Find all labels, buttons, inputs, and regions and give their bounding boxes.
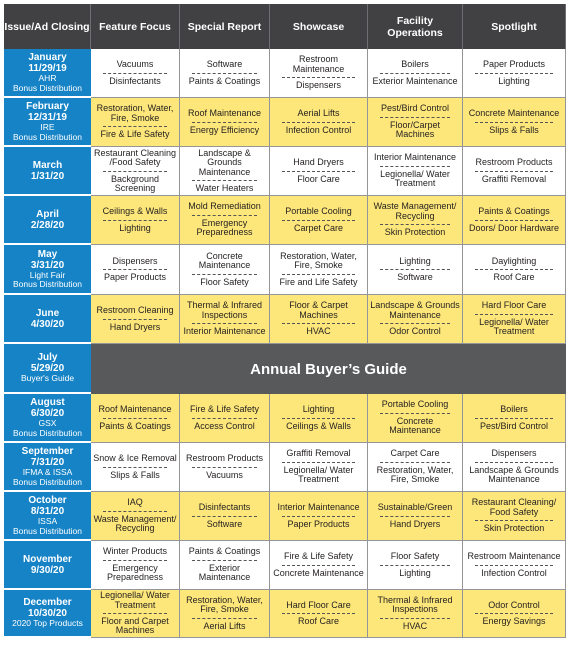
topic-cell	[91, 295, 180, 344]
month-note2: Bonus Distribution	[13, 131, 82, 142]
month-date: 3/31/20	[30, 259, 65, 271]
dashed-divider	[380, 618, 450, 619]
dashed-divider	[475, 565, 553, 566]
dashed-divider	[475, 220, 553, 221]
topic-label: Roof Care	[493, 272, 535, 282]
topic-label: Energy Efficiency	[189, 124, 260, 135]
dashed-divider	[192, 215, 257, 216]
topic-cell	[270, 49, 368, 98]
topic-cell	[368, 590, 463, 638]
dashed-divider	[282, 220, 355, 221]
month-date: 2/28/20	[30, 219, 65, 231]
annual-buyers-guide-banner: Annual Buyer’s Guide	[91, 344, 566, 394]
month-month: May	[37, 248, 58, 260]
topic-cell	[270, 98, 368, 147]
topic-label: Lighting	[119, 222, 151, 233]
topic-cell	[180, 245, 270, 295]
month-date: 11/29/19	[28, 63, 67, 75]
month-date: 8/31/20	[30, 506, 65, 518]
topic-label: Concrete Maintenance	[198, 250, 251, 271]
topic-label: Lighting	[399, 255, 431, 266]
dashed-divider	[192, 180, 257, 181]
month-date: 1/31/20	[30, 170, 65, 182]
topic-label: Waste Management/ Recycling	[93, 513, 177, 534]
topic-cell	[180, 541, 270, 590]
month-note1: 2020 Top Products	[12, 618, 83, 629]
topic-label: Graffiti Removal	[481, 173, 547, 184]
dashed-divider	[103, 613, 167, 614]
topic-cell	[463, 443, 566, 492]
topic-cell	[368, 245, 463, 295]
topic-label: Restroom Maintenance	[292, 54, 345, 74]
month-date: 4/30/20	[30, 318, 65, 330]
header-showcase: Showcase	[270, 4, 368, 49]
dashed-divider	[192, 516, 257, 517]
topic-label: Skin Protection	[483, 523, 545, 534]
header-issue-ad-closing: Issue/Ad Closing	[4, 4, 91, 49]
header-feature-focus: Feature Focus	[91, 4, 180, 49]
topic-label: Landscape & Grounds Maintenance	[370, 300, 460, 320]
topic-label: Background Screening	[110, 173, 160, 193]
topic-label: Sustainable/Green	[377, 502, 453, 513]
topic-cell	[180, 295, 270, 344]
month-cell	[4, 344, 91, 394]
month-month: December	[23, 597, 72, 609]
month-cell	[4, 443, 91, 492]
topic-cell	[180, 492, 270, 541]
dashed-divider	[103, 73, 167, 74]
topic-label: Restroom Maintenance	[467, 551, 561, 562]
month-cell	[4, 245, 91, 295]
dashed-divider	[192, 560, 257, 561]
dashed-divider	[103, 171, 167, 172]
month-cell	[4, 98, 91, 147]
topic-label: Roof Care	[297, 616, 340, 626]
topic-label: Lighting	[302, 404, 335, 415]
dashed-divider	[475, 418, 553, 419]
dashed-divider	[282, 418, 355, 419]
dashed-divider	[103, 467, 167, 468]
dashed-divider	[282, 274, 355, 275]
topic-label: Doors/ Door Hardware	[468, 222, 560, 233]
topic-label: Daylighting	[491, 255, 537, 266]
dashed-divider	[380, 224, 450, 225]
topic-label: Fire & Life Safety	[100, 129, 170, 140]
topic-label: Vacuums	[206, 469, 243, 480]
topic-label: Water Heaters	[195, 182, 254, 193]
topic-label: Lighting	[399, 567, 431, 578]
month-month: April	[36, 208, 59, 220]
header-facility-operations: Facility Operations	[368, 4, 463, 49]
topic-label: Dispensers	[491, 448, 537, 459]
dashed-divider	[282, 171, 355, 172]
topic-cell	[368, 541, 463, 590]
topic-label: Odor Control	[488, 599, 540, 610]
topic-label: Paper Products	[103, 272, 167, 282]
dashed-divider	[192, 73, 257, 74]
topic-label: Slips & Falls	[489, 124, 539, 135]
dashed-divider	[475, 171, 553, 172]
topic-label: Fire & Life Safety	[189, 404, 260, 415]
topic-cell	[463, 590, 566, 638]
topic-label: Ceilings & Walls	[286, 420, 351, 431]
topic-label: Restoration, Water, Fire, Smoke	[280, 250, 357, 271]
topic-label: Thermal & Infrared Inspections	[186, 300, 263, 320]
topic-label: Aerial Lifts	[203, 620, 246, 631]
dashed-divider	[282, 323, 355, 324]
topic-cell	[91, 147, 180, 196]
dashed-divider	[475, 520, 553, 521]
topic-label: Vacuums	[116, 59, 154, 70]
month-note2: Bonus Distribution	[13, 427, 82, 438]
dashed-divider	[380, 565, 450, 566]
topic-label: IAQ	[127, 497, 143, 508]
topic-label: Mold Remediation	[188, 201, 261, 212]
topic-label: HVAC	[306, 326, 331, 337]
topic-cell	[91, 49, 180, 98]
topic-label: Floor Care	[297, 173, 340, 184]
topic-cell	[270, 492, 368, 541]
topic-cell	[368, 443, 463, 492]
topic-label: Restaurant Cleaning /Food Safety	[93, 147, 177, 168]
dashed-divider	[380, 462, 450, 463]
topic-label: Lighting	[498, 75, 530, 86]
topic-label: Dispensers	[295, 80, 342, 91]
month-cell	[4, 394, 91, 443]
topic-label: Disinfectants	[198, 502, 251, 513]
topic-label: Landscape & Grounds Maintenance	[198, 147, 251, 177]
month-date: 10/30/20	[28, 608, 67, 620]
topic-label: Boilers	[401, 59, 429, 70]
dashed-divider	[475, 73, 553, 74]
month-note2: Bonus Distribution	[13, 279, 82, 289]
topic-label: Emergency Preparedness	[196, 217, 253, 238]
topic-label: Paper Products	[287, 518, 350, 529]
dashed-divider	[380, 413, 450, 414]
month-cell	[4, 492, 91, 541]
dashed-divider	[475, 122, 553, 123]
month-cell	[4, 196, 91, 245]
topic-label: Paints & Coatings	[478, 206, 550, 217]
topic-cell	[180, 590, 270, 638]
dashed-divider	[475, 269, 553, 270]
month-cell	[4, 147, 91, 196]
month-month: August	[30, 397, 65, 409]
topic-cell	[368, 49, 463, 98]
dashed-divider	[380, 516, 450, 517]
topic-label: Energy Savings	[482, 616, 546, 626]
dashed-divider	[192, 418, 257, 419]
topic-label: Infection Control	[481, 567, 547, 578]
topic-cell	[368, 394, 463, 443]
topic-label: Snow & Ice Removal	[93, 453, 177, 464]
month-note1: GSX	[38, 418, 57, 429]
topic-cell	[270, 394, 368, 443]
dashed-divider	[282, 516, 355, 517]
topic-cell	[463, 245, 566, 295]
month-cell	[4, 541, 91, 590]
dashed-divider	[282, 122, 355, 123]
month-note1: Light Fair	[29, 269, 66, 280]
topic-cell	[463, 98, 566, 147]
month-note1: IRE	[40, 122, 55, 133]
topic-label: Portable Cooling	[285, 206, 352, 217]
topic-label: Disinfectants	[109, 75, 161, 86]
dashed-divider	[103, 319, 167, 320]
dashed-divider	[380, 166, 450, 167]
topic-cell	[368, 196, 463, 245]
dashed-divider	[282, 462, 355, 463]
topic-cell	[91, 492, 180, 541]
topic-label: Skin Protection	[384, 227, 446, 238]
topic-label: Dispensers	[112, 255, 158, 266]
topic-label: Odor Control	[389, 326, 441, 337]
topic-label: Fire & Life Safety	[283, 551, 354, 562]
topic-label: Roof Maintenance	[187, 108, 262, 119]
topic-cell	[463, 394, 566, 443]
topic-label: Restoration, Water, Fire, Smoke	[186, 594, 263, 615]
topic-label: Paper Products	[482, 59, 546, 70]
dashed-divider	[103, 269, 167, 270]
month-cell	[4, 590, 91, 638]
topic-label: Floor and Carpet Machines	[101, 616, 169, 636]
topic-label: Access Control	[194, 420, 255, 431]
dashed-divider	[380, 117, 450, 118]
topic-label: Slips & Falls	[110, 469, 160, 480]
topic-label: Winter Products	[102, 546, 168, 557]
topic-cell	[270, 245, 368, 295]
topic-label: Paints & Coatings	[188, 75, 261, 86]
topic-label: Concrete Maintenance	[468, 108, 560, 119]
month-note2: Bonus Distribution	[13, 82, 82, 93]
month-month: February	[26, 101, 69, 113]
topic-cell	[368, 492, 463, 541]
dashed-divider	[380, 73, 450, 74]
dashed-divider	[475, 613, 553, 614]
topic-cell	[91, 245, 180, 295]
topic-label: Legionella/ Water Treatment	[380, 168, 450, 189]
dashed-divider	[475, 462, 553, 463]
dashed-divider	[475, 314, 553, 315]
dashed-divider	[192, 323, 257, 324]
topic-label: Hard Floor Care	[286, 599, 351, 610]
topic-label: Thermal & Infrared Inspections	[377, 594, 453, 615]
topic-label: Hard Floor Care	[481, 300, 547, 311]
month-date: 12/31/19	[28, 112, 67, 124]
month-month: June	[35, 307, 60, 319]
topic-label: Paints & Coatings	[188, 546, 261, 557]
topic-cell	[91, 98, 180, 147]
dashed-divider	[103, 511, 167, 512]
topic-cell	[463, 49, 566, 98]
topic-label: Floor Safety	[200, 276, 249, 287]
topic-label: Interior Maintenance	[373, 152, 457, 163]
topic-cell	[270, 443, 368, 492]
topic-label: Restroom Cleaning	[96, 305, 174, 316]
editorial-calendar-table	[4, 4, 566, 638]
topic-label: Emergency Preparedness	[106, 562, 164, 583]
header-spotlight: Spotlight	[463, 4, 566, 49]
month-note1: ISSA	[37, 516, 58, 527]
topic-cell	[180, 443, 270, 492]
topic-label: Interior Maintenance	[183, 326, 266, 337]
month-note1: IFMA & ISSA	[22, 467, 73, 478]
dashed-divider	[192, 122, 257, 123]
month-month: October	[28, 495, 67, 507]
topic-label: Infection Control	[285, 124, 352, 135]
month-note1: AHR	[38, 73, 57, 84]
topic-cell	[180, 147, 270, 196]
dashed-divider	[103, 418, 167, 419]
topic-label: Legionella/ Water Treatment	[283, 464, 354, 485]
topic-label: Landscape & Grounds Maintenance	[469, 464, 559, 485]
topic-cell	[463, 196, 566, 245]
month-note2: Bonus Distribution	[13, 525, 82, 536]
topic-cell	[180, 196, 270, 245]
topic-cell	[91, 196, 180, 245]
dashed-divider	[192, 618, 257, 619]
topic-label: Ceilings & Walls	[102, 206, 168, 217]
month-note2: Bonus Distribution	[13, 476, 82, 487]
month-cell	[4, 49, 91, 98]
topic-cell	[463, 295, 566, 344]
topic-label: Hand Dryers	[109, 321, 161, 332]
dashed-divider	[103, 220, 167, 221]
topic-cell	[91, 394, 180, 443]
topic-label: Portable Cooling	[381, 399, 449, 410]
topic-cell	[270, 147, 368, 196]
month-month: January	[28, 52, 67, 64]
dashed-divider	[192, 274, 257, 275]
month-date: 5/29/20	[30, 363, 65, 375]
header-special-report: Special Report	[180, 4, 270, 49]
month-note1: Buyer's Guide	[20, 373, 75, 384]
topic-cell	[463, 541, 566, 590]
topic-label: Graffiti Removal	[286, 448, 351, 459]
topic-label: Waste Management/ Recycling	[373, 201, 457, 221]
dashed-divider	[282, 77, 355, 78]
topic-cell	[270, 590, 368, 638]
topic-label: Boilers	[500, 404, 528, 415]
topic-cell	[270, 196, 368, 245]
topic-cell	[91, 590, 180, 638]
topic-label: Roof Maintenance	[98, 404, 172, 415]
dashed-divider	[380, 269, 450, 270]
topic-label: Fire and Life Safety	[279, 276, 358, 287]
topic-label: Restoration, Water, Fire, Smoke	[96, 103, 174, 123]
month-date: 6/30/20	[30, 408, 65, 420]
topic-label: Pest/Bird Control	[380, 103, 450, 114]
topic-cell	[368, 98, 463, 147]
topic-label: Pest/Bird Control	[479, 420, 549, 431]
month-month: September	[21, 446, 74, 458]
topic-label: HVAC	[402, 620, 428, 631]
month-date: 7/31/20	[30, 457, 65, 469]
month-month: November	[23, 553, 72, 565]
topic-label: Restroom Products	[475, 157, 553, 168]
topic-label: Hand Dryers	[293, 157, 344, 168]
topic-label: Legionella/ Water Treatment	[479, 316, 549, 337]
dashed-divider	[282, 613, 355, 614]
dashed-divider	[380, 323, 450, 324]
topic-label: Restoration, Water, Fire, Smoke	[376, 464, 454, 485]
topic-cell	[463, 147, 566, 196]
topic-label: Software	[206, 59, 243, 70]
topic-label: Floor & Carpet Machines	[289, 300, 348, 320]
topic-label: Concrete Maintenance	[389, 415, 441, 436]
dashed-divider	[103, 126, 167, 127]
topic-label: Exterior Maintenance	[198, 562, 251, 583]
topic-label: Restroom Products	[185, 453, 264, 464]
topic-label: Legionella/ Water Treatment	[100, 590, 170, 610]
topic-label: Hand Dryers	[389, 518, 441, 529]
topic-label: Concrete Maintenance	[273, 567, 364, 578]
topic-label: Restaurant Cleaning/ Food Safety	[471, 497, 557, 517]
topic-cell	[270, 295, 368, 344]
dashed-divider	[192, 467, 257, 468]
month-month: March	[32, 159, 63, 171]
topic-label: Floor Safety	[390, 551, 440, 562]
topic-cell	[463, 492, 566, 541]
topic-cell	[180, 98, 270, 147]
topic-cell	[180, 49, 270, 98]
month-month: July	[37, 352, 58, 364]
topic-cell	[91, 443, 180, 492]
topic-cell	[368, 147, 463, 196]
topic-label: Interior Maintenance	[277, 502, 360, 513]
topic-label: Carpet Care	[293, 222, 344, 233]
topic-cell	[368, 295, 463, 344]
topic-label: Aerial Lifts	[297, 108, 340, 119]
month-cell	[4, 295, 91, 344]
topic-label: Paints & Coatings	[99, 420, 171, 431]
dashed-divider	[282, 565, 355, 566]
topic-label: Carpet Care	[390, 448, 440, 459]
topic-cell	[270, 541, 368, 590]
topic-label: Exterior Maintenance	[372, 75, 458, 86]
dashed-divider	[103, 560, 167, 561]
topic-cell	[91, 541, 180, 590]
topic-cell	[180, 394, 270, 443]
month-date: 9/30/20	[30, 564, 65, 576]
topic-label: Software	[397, 272, 433, 282]
topic-label: Floor/Carpet Machines	[389, 119, 441, 140]
topic-label: Software	[206, 518, 243, 529]
